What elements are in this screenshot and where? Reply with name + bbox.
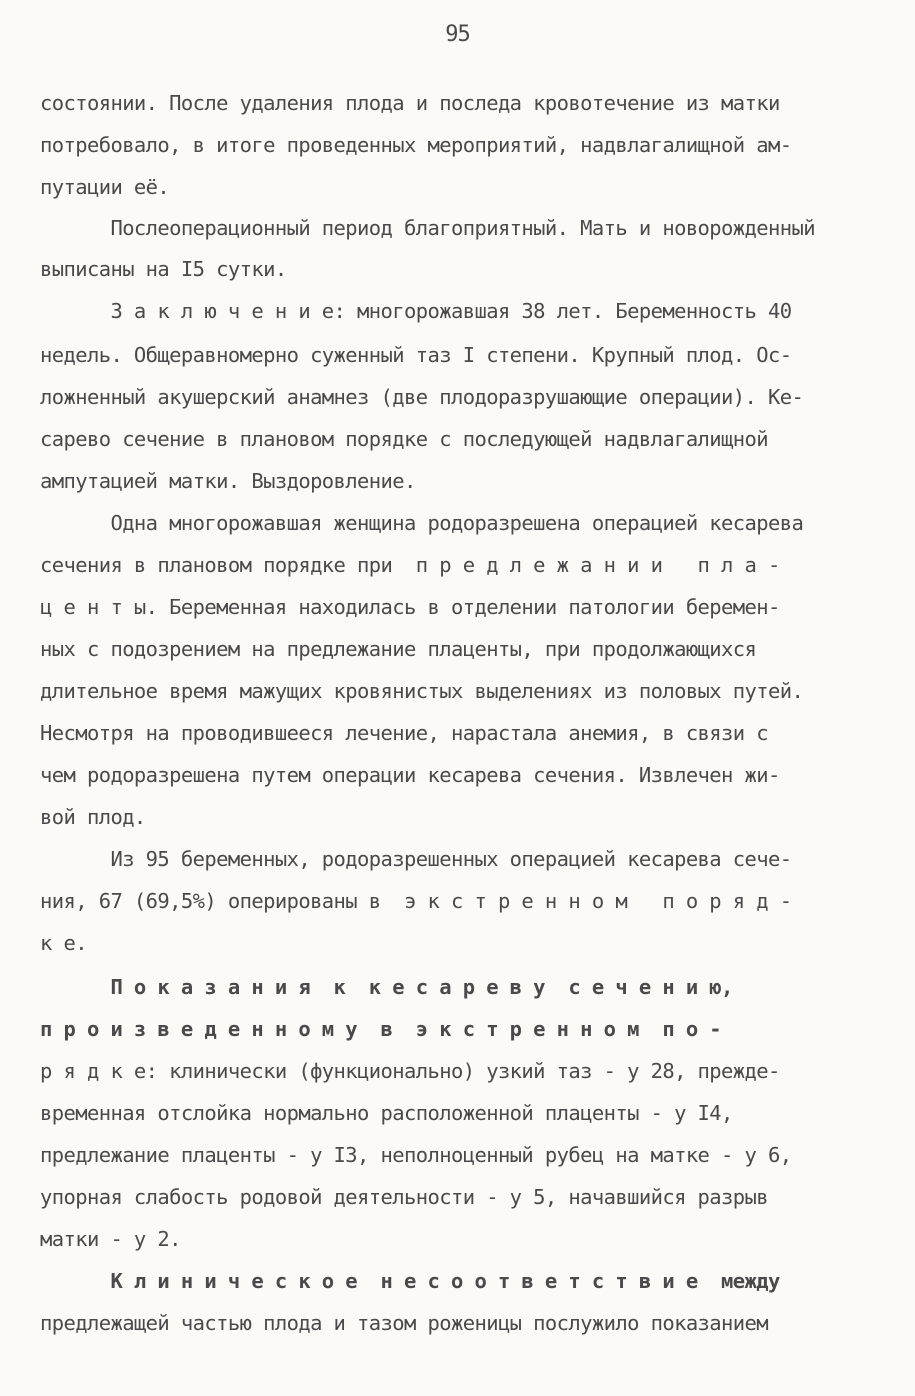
text-line: предлежащей частью плода и тазом роженицы послужило показанием <box>40 1311 769 1335</box>
text-line: вой плод. <box>40 805 146 829</box>
text-line: чем родоразрешена путем операции кесарева сечения. Извлечен жи- <box>40 763 780 787</box>
page-number: 95 <box>445 22 470 47</box>
text-line: временная отслойка нормально расположенной плаценты - у I4, <box>40 1101 733 1125</box>
text-line: недель. Общеравномерно суженный таз I степени. Крупный плод. Ос- <box>40 343 792 367</box>
text-line: Послеоперационный период благоприятный. Мать и новорожденный <box>40 216 815 240</box>
text-line: Несмотря на проводившееся лечение, нарастала анемия, в связи с <box>40 721 769 745</box>
text-line: К л и н и ч е с к о е н е с о о т в е т с т в и е между <box>40 1269 780 1293</box>
text-line: ния, 67 (69,5%) оперированы в э к с т р е н н о м п о р я д - <box>40 889 792 913</box>
text-line: Одна многорожавшая женщина родоразрешена операцией кесарева <box>40 511 804 535</box>
text-line: сечения в плановом порядке при п р е д л е ж а н и и п л а - <box>40 553 780 577</box>
text-line: предлежание плаценты - у I3, неполноценный рубец на матке - у 6, <box>40 1143 792 1167</box>
text-line: состоянии. После удаления плода и последа кровотечение из матки <box>40 91 780 115</box>
text-line: выписаны на I5 сутки. <box>40 257 287 281</box>
text-line: сарево сечение в плановом порядке с последующей надвлагалищной <box>40 427 769 451</box>
text-line: ампутацией матки. Выздоровление. <box>40 469 416 493</box>
text-line: ных с подозрением на предлежание плаценты, при продолжающихся <box>40 637 757 661</box>
text-line: к е. <box>40 931 87 955</box>
text-line: ложненный акушерский анамнез (две плодоразрушающие операции). Ке- <box>40 385 804 409</box>
text-line: п р о и з в е д е н н о м у в э к с т р е н н о м п о - <box>40 1017 722 1041</box>
text-line: р я д к е: клинически (функционально) узкий таз - у 28, прежде- <box>40 1059 780 1083</box>
text-line: ц е н т ы. Беременная находилась в отделении патологии беремен- <box>40 595 780 619</box>
text-line: упорная слабость родовой деятельности - у 5, начавшийся разрыв <box>40 1185 769 1209</box>
text-line: П о к а з а н и я к к е с а р е в у с е ч е н и ю, <box>40 975 733 999</box>
text-line: длительное время мажущих кровянистых выделениях из половых путей. <box>40 679 804 703</box>
text-line: Из 95 беременных, родоразрешенных операцией кесарева сече- <box>40 847 792 871</box>
text-line: путации её. <box>40 175 170 199</box>
text-line: З а к л ю ч е н и е: многорожавшая 38 лет. Беременность 40 <box>40 299 792 323</box>
text-line: потребовало, в итоге проведенных мероприятий, надвлагалищной ам- <box>40 133 792 157</box>
text-line: матки - у 2. <box>40 1227 181 1251</box>
